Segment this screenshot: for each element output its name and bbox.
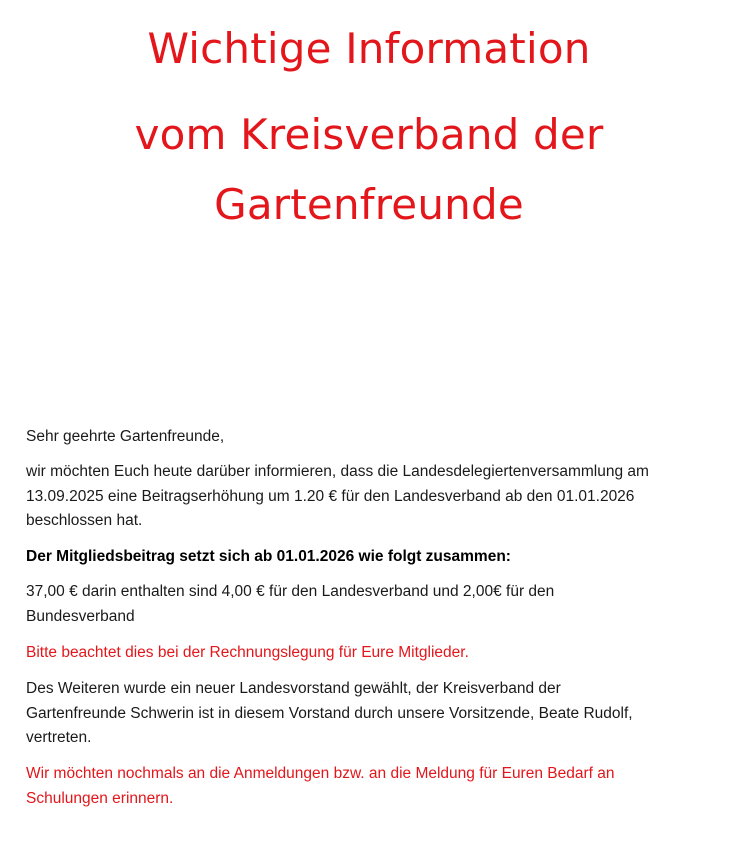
info-line-1: wir möchten Euch heute darüber informieren, dass die Landesdelegiertenversammlung am: [26, 463, 649, 480]
title-line-1: Wichtige Information: [147, 24, 591, 73]
title-line-3: Gartenfreunde: [214, 180, 524, 229]
fee-heading: Der Mitgliedsbeitrag setzt sich ab 01.01.2026 wie folgt zusammen:: [26, 548, 511, 565]
fee-line-2: Bundesverband: [26, 607, 135, 625]
reminder-line-2: Schulungen erinnern.: [26, 789, 174, 807]
board-line-1: Des Weiteren wurde ein neuer Landesvorstand gewählt, der Kreisverband der: [26, 680, 561, 697]
reminder-paragraph: [26, 762, 716, 811]
board-line-3: vertreten.: [26, 729, 92, 746]
info-paragraph: [26, 460, 716, 534]
info-line-2: 13.09.2025 eine Beitragserhöhung um 1.20 € für den Landesverband ab den 01.01.2026: [26, 487, 635, 505]
board-paragraph: [26, 677, 716, 751]
fee-paragraph: [26, 580, 716, 629]
greeting: Sehr geehrte Gartenfreunde,: [26, 428, 225, 445]
billing-notice: Bitte beachtet dies bei der Rechnungslegung für Eure Mitglieder.: [26, 644, 469, 661]
reminder-line-1: Wir möchten nochmals an die Anmeldungen bzw. an die Meldung für Euren Bedarf an: [26, 765, 615, 782]
fee-line-1: 37,00 € darin enthalten sind 4,00 € für den Landesverband und 2,00€ für den: [26, 583, 555, 600]
board-line-2: Gartenfreunde Schwerin ist in diesem Vorstand durch unsere Vorsitzende, Beate Rudolf,: [26, 704, 633, 722]
info-line-3: beschlossen hat.: [26, 512, 143, 529]
title-line-2: vom Kreisverband der: [134, 110, 604, 159]
